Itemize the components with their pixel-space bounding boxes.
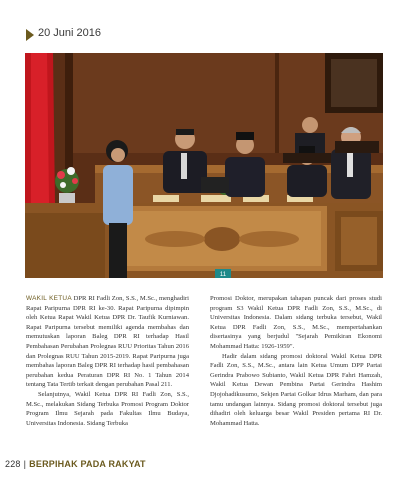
left-paragraph-1 xyxy=(26,294,189,390)
page-number: 228 xyxy=(5,459,21,469)
article-column-left xyxy=(26,294,189,428)
footer-separator: | xyxy=(23,459,27,469)
publication-title: BERPIHAK PADA RAKYAT xyxy=(29,459,146,469)
page-footer xyxy=(5,459,146,469)
page-date: 20 Juni 2016 xyxy=(38,27,101,39)
article-column-right xyxy=(210,294,382,428)
left-paragraph-1-text: DPR RI Fadli Zon, S.S., M.Sc., menghadiri Rapat Paripurna DPR RI ke-30. Rapat Paripurna dipimpin oleh Ketua Rapat Wakil Ketua DPR Dr. Taufik Kurniawan. Rapat Paripurna tersebut memiliki agenda membahas dan memutuskan laporan Baleg DPR RI terhadap Hasil Pembahasan Perubahan Prolegnas RUU Prioritas Tahun 2016 dan Prolegnas RUU Tahun 2015-2019. Rapat Paripurna juga membahas laporan Baleg DPR RI terhadap hasil pembahasan perubahan kedua Peraturan DPR RI No. 1 Tahun 2014 tentang Tata Tertib terkait dengan perubahan Pasal 211. xyxy=(26,295,190,389)
lead-label: WAKIL KETUA xyxy=(26,295,72,302)
plenary-session-photo xyxy=(25,53,383,278)
right-paragraph-2: Hadir dalam sidang promosi doktoral Wakil Ketua DPR Fadli Zon, S.S., M.Sc., antara lain Ketua Umum DPP Partai Gerindra Prabowo Subianto, Wakil Ketua DPR Fahri Hamzah, Wakil Ketua Dewan Pembina Partai Gerindra Hashim Djojohadikusumo, Sekjen Partai Golkar Idrus Marham, dan para tamu undangan lainnya. Sidang promosi doktoral tersebut juga dihadiri oleh keluarga besar Wakil Presiden pertama RI Dr. Mohammad Hatta. xyxy=(210,352,382,427)
header-marker-triangle xyxy=(26,29,34,41)
photo-badge: 11 xyxy=(219,272,227,278)
right-paragraph-1: Promosi Doktor, merupakan tahapan puncak dari proses studi program S3 Wakil Ketua DPR Fadli Zon, S.S., M.Sc., di Universitas Indonesia. Dalam sidang terbuka tersebut, Wakil Ketua DPR Fadli Zon, S.S., M.Sc., mempertahankan disertasinya yang berjudul "Sejarah Pemikiran Ekonomi Mohammad Hatta: 1926-1959". xyxy=(210,295,382,350)
left-paragraph-2: Selanjutnya, Wakil Ketua DPR RI Fadli Zon, S.S., M.Sc., melakukan Sidang Terbuka Promosi Program Doktor Program Ilmu Sejarah pada Fakultas Ilmu Budaya, Universitas Indonesia. Sidang Terbuka xyxy=(26,390,189,427)
